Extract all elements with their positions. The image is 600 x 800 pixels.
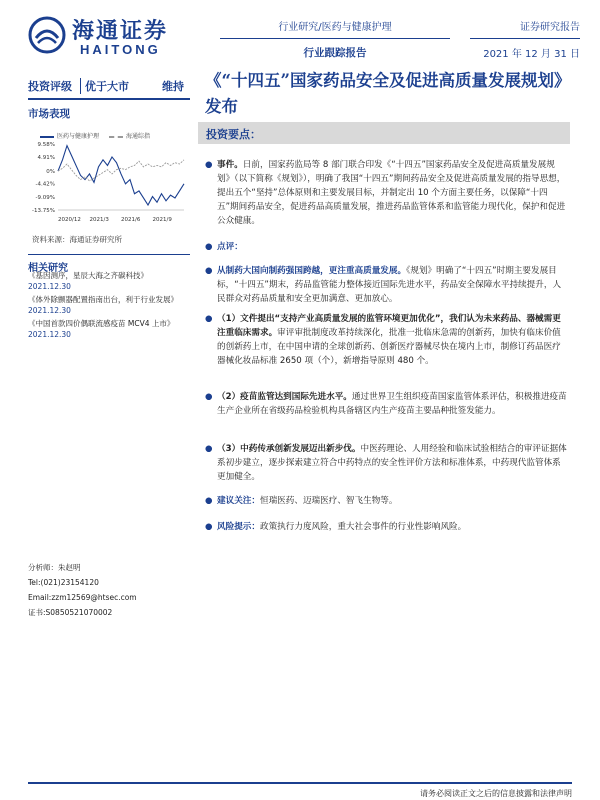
report-type: 行业跟踪报告	[303, 47, 367, 59]
haitong-logo-icon	[28, 16, 66, 54]
related-item-date: 2021.12.30	[28, 306, 71, 315]
analyst-email[interactable]: Email:zzm12569@htsec.com	[28, 593, 137, 602]
related-item-title: 《中国首款四价偶联流感疫苗 MCV4 上市》	[28, 319, 175, 328]
bullet-icon: ●	[205, 242, 213, 252]
analyst-info	[28, 560, 188, 620]
footer-disclaimer[interactable]: 请务必阅读正文之后的信息披露和法律声明	[420, 789, 572, 798]
chart-source: 资料来源：海通证券研究所	[32, 235, 122, 244]
related-item-date: 2021.12.30	[28, 282, 71, 291]
analyst-license: 证书:S0850521070002	[28, 608, 113, 617]
point-event	[205, 158, 567, 228]
point-text: 审评审批制度改革持续深化，批准一批临床急需的创新药，加快有临床价值的创新药上市，在中国申请的全球创新药、创新医疗器械尽快在境内上市，制修订药品医疗器械化妆品标准 2650 项（个），新增指导原则 480 个。	[217, 328, 561, 366]
x-tick-label: 2021/3	[89, 217, 109, 223]
point-lead: （2）疫苗监管达到国际先进水平。	[217, 392, 352, 402]
bullet-icon: ●	[205, 522, 213, 532]
rating-value: 优于大市	[80, 78, 144, 94]
point-lead: 点评：	[217, 242, 243, 252]
investment-highlights-heading: 投资要点：	[198, 122, 570, 144]
bullet-icon: ●	[205, 444, 213, 454]
market-performance-title: 市场表现	[28, 108, 70, 120]
bullet-icon: ●	[205, 160, 213, 170]
y-tick-label: -9.09%	[35, 194, 55, 201]
point-risk	[205, 520, 567, 534]
y-tick-label: 4.91%	[37, 155, 55, 162]
header-divider-right	[470, 38, 580, 39]
point-tcm-innovation	[205, 442, 567, 484]
analyst-tel: Tel:(021)23154120	[28, 578, 99, 587]
point-text: 《规划》明确了“十四五”时期主要发展目标，“十四五”期末，药品监管能力整体接近国际先进水平，药品安全保障水平持续提升，人民群众对药品质量和安全更加满意、更加放心。	[217, 266, 562, 304]
logo-cn-text: 海通证券	[72, 18, 169, 44]
bullet-icon: ●	[205, 496, 213, 506]
bullet-icon: ●	[205, 314, 213, 324]
x-tick-label: 2020/12	[58, 217, 81, 223]
analyst-name: 分析师：朱赵明	[28, 563, 81, 572]
report-date: 2021 年 12 月 31 日	[483, 49, 580, 60]
point-text: 恒瑞医药、迈瑞医疗、智飞生物等。	[259, 496, 398, 506]
rating-divider	[28, 98, 190, 100]
related-item-title: 《基因测序，星辰大海之齐碳科技》	[28, 271, 148, 280]
bullet-icon: ●	[205, 266, 213, 276]
series-line-sector	[58, 146, 184, 205]
related-item[interactable]	[28, 294, 190, 316]
y-tick-label: -13.75%	[32, 208, 55, 214]
rating-action: 维持	[162, 80, 184, 93]
market-performance-chart	[28, 124, 190, 226]
header-center	[220, 18, 450, 60]
point-vaccine-regulation	[205, 390, 567, 418]
report-title: 《“十四五”国家药品安全及促进高质量发展规划》发布	[205, 71, 571, 116]
header-divider	[220, 38, 450, 39]
point-comment	[205, 240, 567, 254]
related-item[interactable]	[28, 270, 190, 292]
rating-bar	[28, 76, 190, 96]
point-lead: 事件。	[217, 160, 243, 170]
header-right	[470, 18, 580, 60]
point-quality-development	[205, 264, 567, 306]
legend-label-sector: 医药与健康护理	[57, 133, 100, 140]
report-kind: 证券研究报告	[520, 22, 580, 33]
footer-divider	[28, 782, 572, 784]
haitong-logo	[28, 14, 178, 58]
y-tick-label: 0%	[46, 169, 55, 176]
point-lead: 风险提示：	[217, 522, 260, 532]
related-item[interactable]	[28, 318, 190, 340]
report-category: 行业研究/医药与健康护理	[278, 22, 392, 33]
related-research-list	[28, 270, 190, 342]
y-tick-label: 9.58%	[37, 142, 55, 148]
y-tick-label: -4.42%	[35, 181, 55, 188]
bullet-icon: ●	[205, 392, 213, 402]
point-regulatory-environment	[205, 312, 567, 368]
logo-en-text: HAITONG	[80, 42, 161, 57]
x-tick-label: 2021/6	[121, 217, 141, 223]
point-text: 通过世界卫生组织疫苗国家监管体系评估，积极推进疫苗生产企业所在省级药品检验机构具备辖区内生产疫苗主要品种批签发能力。	[217, 392, 567, 416]
x-tick-label: 2021/9	[152, 217, 172, 223]
related-item-title: 《体外除颤器配置指南出台，利于行业发展》	[28, 295, 178, 304]
point-lead: （1）文件提出“支持产业高质量发展的监管环境更加优化”，我们认为未来药品、器械需更注重临床需求。	[217, 314, 561, 338]
point-lead: 建议关注：	[217, 496, 260, 506]
related-item-date: 2021.12.30	[28, 330, 71, 339]
point-lead: 从制药大国向制药强国跨越，更注重高质量发展。	[217, 266, 407, 276]
point-text: 日前，国家药监局等 8 部门联合印发《“十四五”国家药品安全及促进高质量发展规划》（以下简称《规划》），明确了我国“十四五”期间药品安全及促进高质量发展的指导思想，提出五个“坚持”总体原则和主要发展目标，并制定出 10 个方面主要任务，以保障“十四五”期间药品安全，促进药品高质量发展，推进药品监管体系和监管能力现代化，保护和促进公众健康。	[217, 160, 566, 226]
point-lead: （3）中药传承创新发展迈出新步伐。	[217, 444, 361, 454]
series-line-index	[58, 160, 184, 181]
legend-label-index: 海通综指	[126, 133, 151, 140]
related-research-title: 相关研究	[28, 254, 190, 274]
point-text: 中医药理论、人用经验和临床试验相结合的审评证据体系初步建立，逐步探索建立符合中药特点的安全性评价方法和标准体系，中药现代监管体系更加健全。	[217, 444, 567, 482]
point-text: 政策执行力度风险，重大社会事件的行业性影响风险。	[259, 522, 467, 532]
point-recommendation	[205, 494, 567, 508]
rating-label: 投资评级	[28, 80, 72, 93]
